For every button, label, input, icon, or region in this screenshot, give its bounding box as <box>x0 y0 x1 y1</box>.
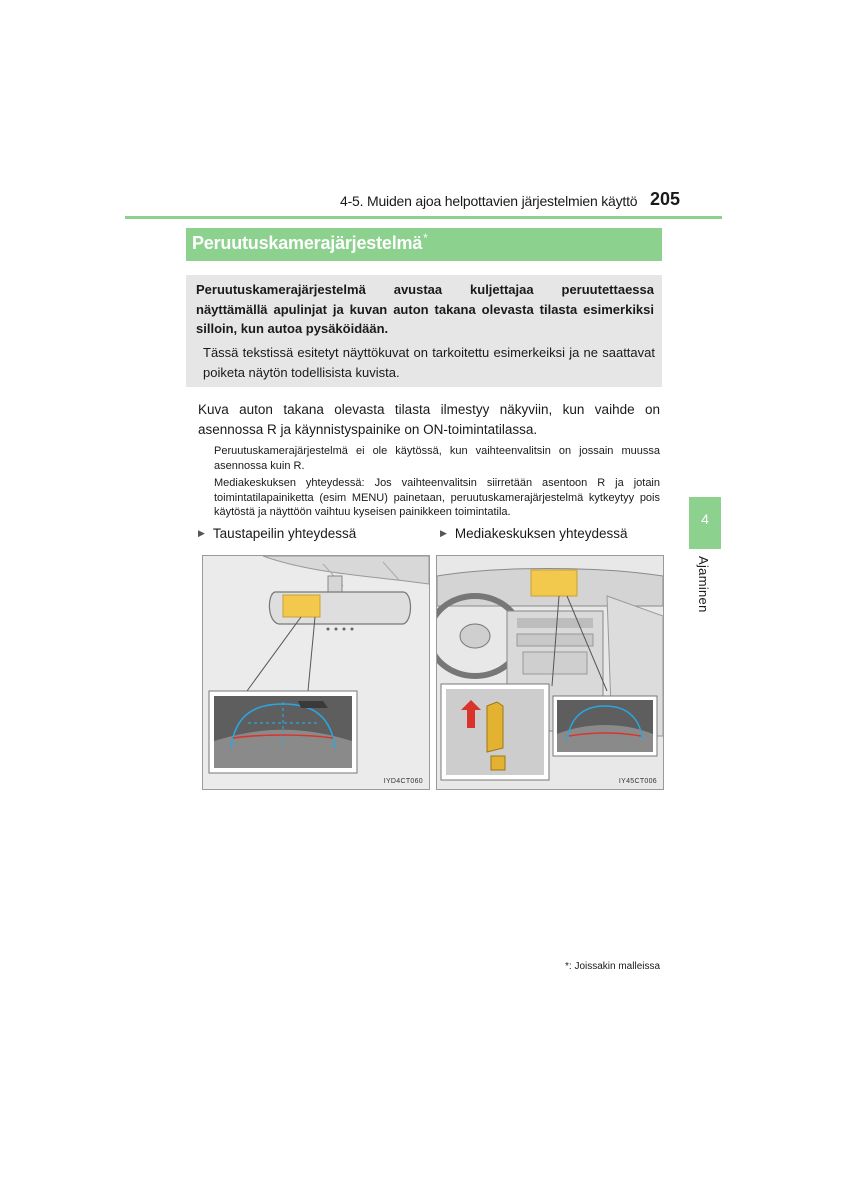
page-number: 205 <box>650 189 681 209</box>
note-2: Mediakeskuksen yhteydessä: Jos vaihteenvalitsin siirretään asentoon R ja jotain toimintatilapainiketta (esim MENU) painetaan, peruutuskamerajärjestelmä kytkeytyy pois käytöstä ja näyttöön vaihtuu kyseisen painikkeen toimintatila. <box>214 477 660 518</box>
page-title-text: Peruutuskamerajärjestelmä <box>192 233 423 253</box>
chapter-number: 4 <box>701 511 709 527</box>
figure-right-code: IY45CT006 <box>618 778 657 785</box>
intro-note-text: Tässä tekstissä esitetyt näyttökuvat on tarkoitettu esimerkeiksi ja ne saattavat poiketa näytön todellisista kuvista. <box>203 345 655 380</box>
bullet-right-label: Mediakeskuksen yhteydessä <box>454 526 628 541</box>
dashboard-illustration <box>437 556 663 789</box>
bullet-left <box>198 526 356 541</box>
body-paragraph: Kuva auton takana olevasta tilasta ilmestyy näkyviin, kun vaihde on asennossa R ja käynnistyspainike on ON-toimintatilassa. <box>198 402 660 437</box>
title-bar <box>186 228 662 261</box>
footnote: *: Joissakin malleissa <box>565 961 661 972</box>
chapter-label: Ajaminen <box>696 556 711 613</box>
title-footnote-star: * <box>423 231 428 245</box>
bullet-marker-icon: ▶ <box>198 528 205 538</box>
figure-left-code: IYD4CT060 <box>383 778 423 785</box>
bullet-right <box>440 526 628 541</box>
header-rule <box>125 216 722 219</box>
intro-bold-text: Peruutuskamerajärjestelmä avustaa kuljettajaa peruutettaessa näyttämällä apulinjat ja kuvan auton takana olevasta tilasta esimerkiksi silloin, kun autoa pysäköidään. <box>196 282 654 336</box>
figure-media-center <box>436 555 664 790</box>
bullet-left-label: Taustapeilin yhteydessä <box>212 526 357 541</box>
chapter-tab <box>689 497 721 549</box>
page-title <box>192 233 428 254</box>
mirror-illustration <box>203 556 429 789</box>
intro-box <box>186 275 662 387</box>
section-title: 4-5. Muiden ajoa helpottavien järjestelmien käyttö <box>340 193 638 209</box>
note-1: Peruutuskamerajärjestelmä ei ole käytössä, kun vaihteenvalitsin on jossain muussa asennossa kuin R. <box>214 445 660 472</box>
figure-rearview-mirror <box>202 555 430 790</box>
bullet-marker-icon: ▶ <box>440 528 447 538</box>
